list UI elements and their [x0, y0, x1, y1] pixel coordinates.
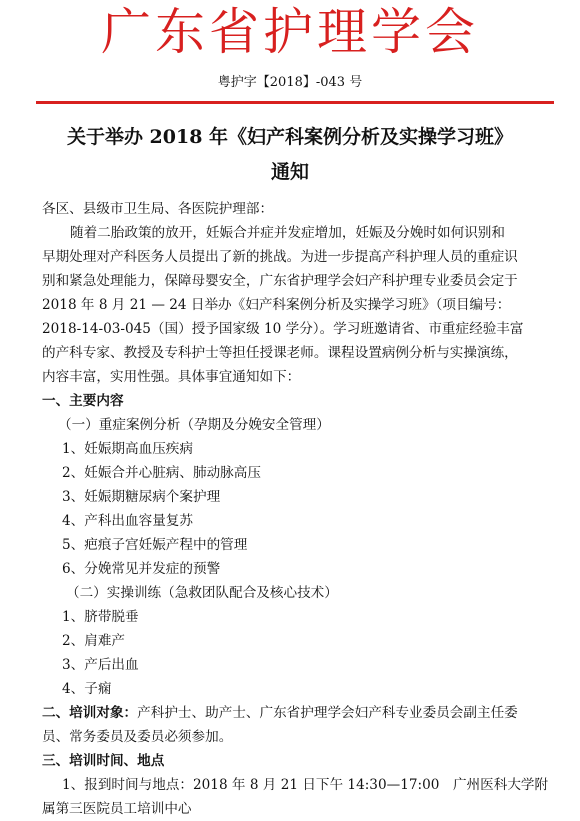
list-item: 3、产后出血 — [62, 657, 139, 673]
list-item: 5、疤痕子宫妊娠产程中的管理 — [62, 537, 248, 553]
notice-title: 关于举办 2018 年《妇产科案例分析及实操学习班》 — [66, 126, 514, 148]
salutation: 各区、县级市卫生局、各医院护理部： — [42, 201, 274, 217]
subsection-heading-case-analysis: （一）重症案例分析（孕期及分娩安全管理） — [58, 417, 330, 433]
registration-info: 1、报到时间与地点：2018 年 8 月 21 日下午 14:30—17:00 广州医科大学附 — [62, 777, 549, 793]
list-item: 4、子痫 — [62, 681, 112, 697]
notice-title-suffix: 通知 — [270, 161, 309, 183]
list-item: 6、分娩常见并发症的预警 — [62, 561, 221, 577]
list-item: 4、产科出血容量复苏 — [62, 513, 193, 529]
section-heading-time-location: 三、培训时间、地点 — [42, 753, 165, 769]
intro-line: 别和紧急处理能力，保障母婴安全，广东省护理学会妇产科护理专业委员会定于 — [42, 273, 518, 289]
intro-line: 早期处理对产科医务人员提出了新的挑战。为进一步提高产科护理人员的重症识 — [42, 249, 518, 265]
header-divider — [36, 101, 554, 104]
document-number: 粤护字【2018】-043 号 — [217, 75, 363, 90]
intro-line: 随着二胎政策的放开，妊娠合并症并发症增加，妊娠及分娩时如何识别和 — [70, 225, 505, 241]
list-item: 2、妊娠合并心脏病、肺动脉高压 — [62, 465, 261, 481]
registration-info-continued: 属第三医院员工培训中心 — [42, 801, 192, 817]
intro-line: 2018-14-03-045（国）授予国家级 10 学分）。学习班邀请省、市重症经验丰富 — [42, 321, 524, 337]
intro-line: 内容丰富，实用性强。具体事宜通知如下： — [42, 369, 301, 385]
organization-name: 广东省护理学会 — [101, 3, 479, 61]
training-target-text-continued: 员、常务委员及委员必须参加。 — [42, 729, 233, 745]
section-heading-main-content: 一、主要内容 — [42, 393, 124, 409]
list-item: 1、妊娠期高血压疾病 — [62, 441, 193, 457]
list-item: 1、脐带脱垂 — [62, 609, 139, 625]
training-target-text: 产科护士、助产士、广东省护理学会妇产科专业委员会副主任委 — [137, 705, 518, 721]
intro-line: 2018 年 8 月 21 — 24 日举办《妇产科案例分析及实操学习班》（项目编号： — [42, 297, 511, 313]
section-heading-training-target: 二、培训对象： — [42, 705, 138, 721]
intro-line: 的产科专家、教授及专科护士等担任授课老师。课程设置病例分析与实操演练， — [42, 345, 518, 361]
section-training-target — [42, 701, 518, 725]
subsection-heading-practical-training: （二）实操训练（急救团队配合及核心技术） — [66, 585, 338, 601]
list-item: 2、肩难产 — [62, 633, 126, 649]
list-item: 3、妊娠期糖尿病个案护理 — [62, 489, 221, 505]
